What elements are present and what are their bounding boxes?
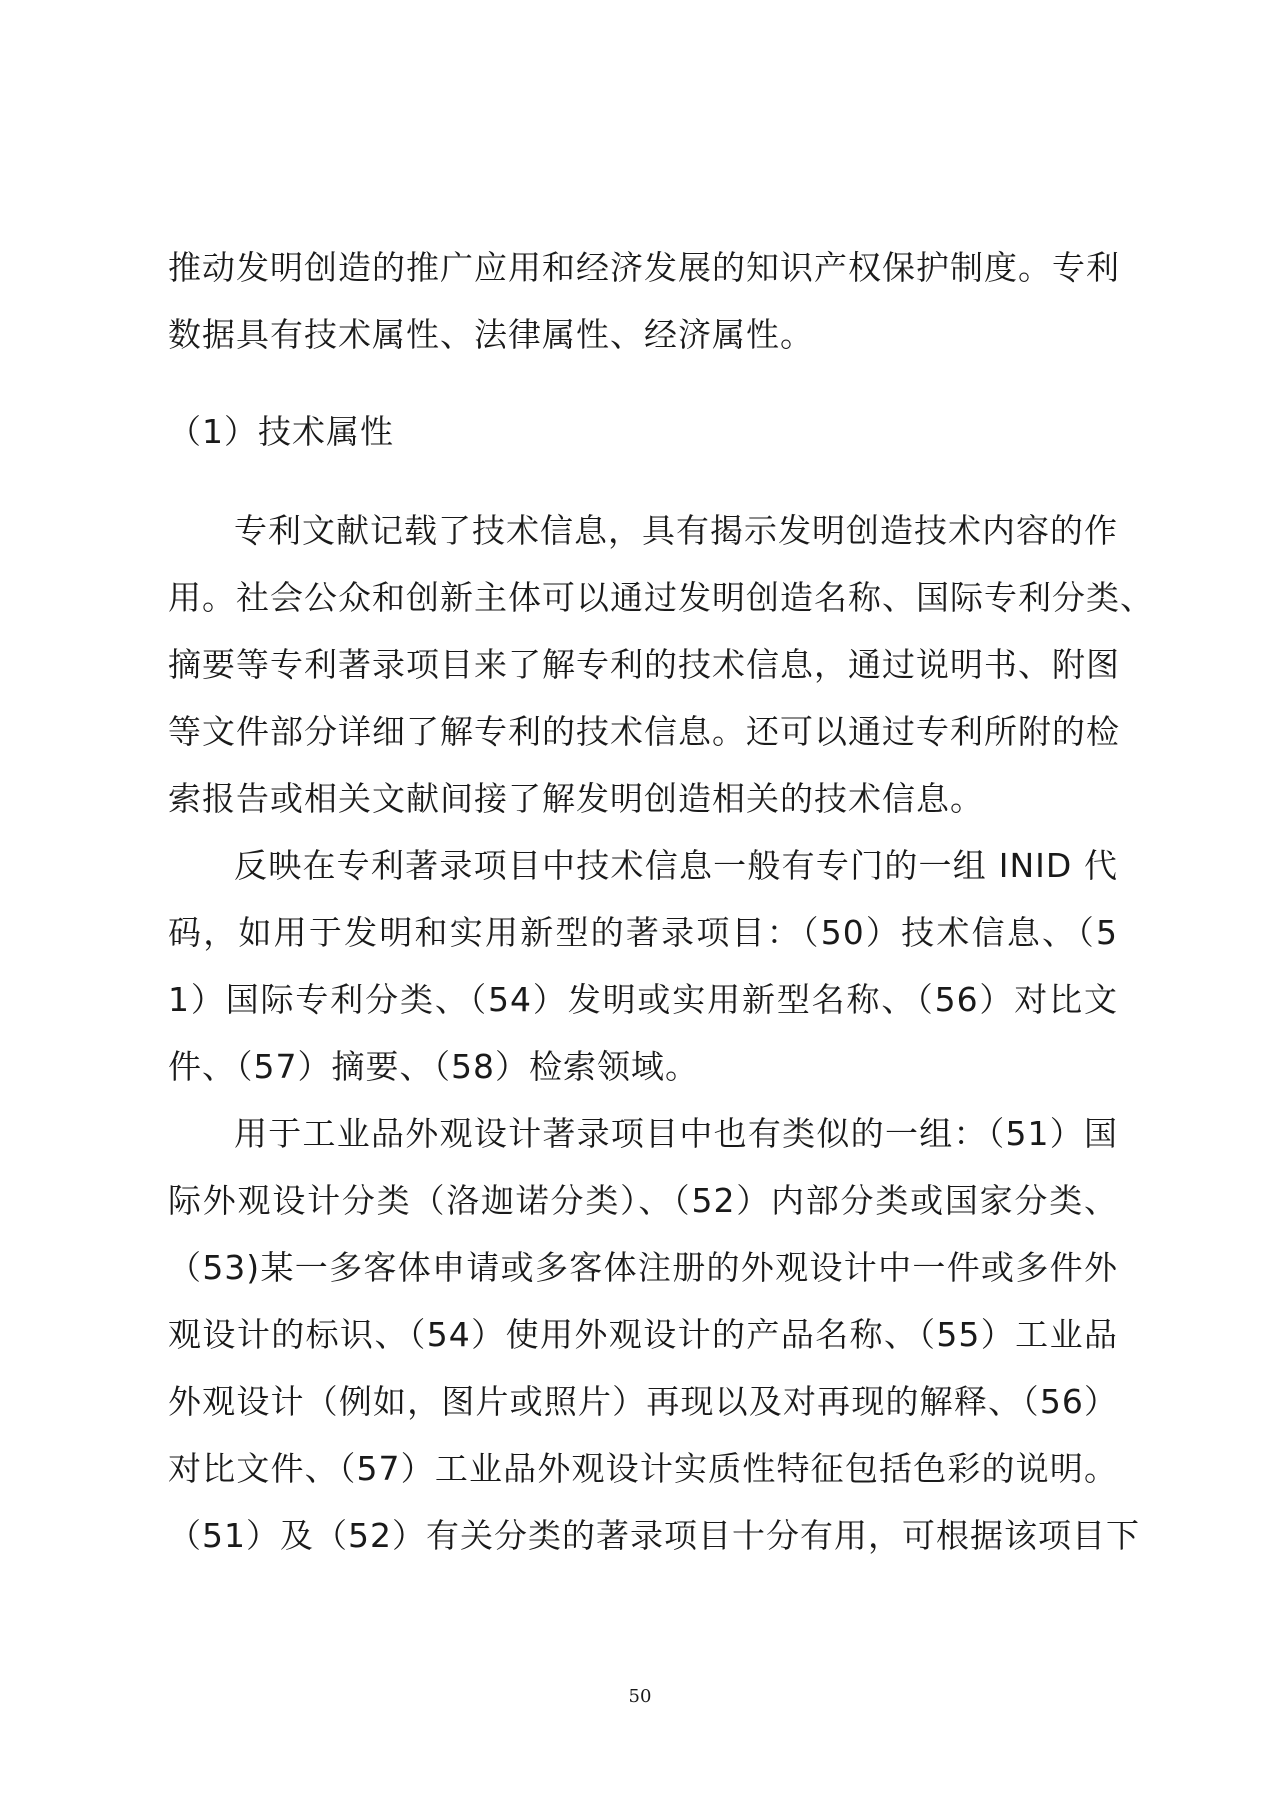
- paragraph-line: 观设计的标识、（54）使用外观设计的产品名称、（55）工业品: [168, 1315, 1118, 1354]
- paragraph-line: 码，如用于发明和实用新型的著录项目：（50）技术信息、（5: [168, 913, 1118, 952]
- page-number: 50: [628, 1686, 652, 1707]
- paragraph-line: 1）国际专利分类、（54）发明或实用新型名称、（56）对比文: [168, 980, 1118, 1019]
- paragraph-line: 索报告或相关文献间接了解发明创造相关的技术信息。: [168, 779, 984, 818]
- paragraph-line: 对比文件、（57）工业品外观设计实质性特征包括色彩的说明。: [168, 1449, 1118, 1488]
- paragraph-line: 推动发明创造的推广应用和经济发展的知识产权保护制度。专利: [168, 248, 1120, 287]
- paragraph-line: 用于工业品外观设计著录项目中也有类似的一组：（51）国: [234, 1114, 1118, 1153]
- paragraph-line: 用。社会公众和创新主体可以通过发明创造名称、国际专利分类、: [168, 578, 1154, 617]
- section-heading: （1）技术属性: [168, 412, 394, 451]
- paragraph-line: 件、（57）摘要、（58）检索领域。: [168, 1047, 699, 1086]
- paragraph-line: （53)某一多客体申请或多客体注册的外观设计中一件或多件外: [168, 1248, 1118, 1287]
- paragraph-line: 反映在专利著录项目中技术信息一般有专门的一组 INID 代: [234, 846, 1118, 885]
- paragraph-line: 外观设计（例如，图片或照片）再现以及对再现的解释、（56）: [168, 1382, 1118, 1421]
- paragraph-line: （51）及（52）有关分类的著录项目十分有用，可根据该项目下: [168, 1516, 1140, 1555]
- paragraph-line: 数据具有技术属性、法律属性、经济属性。: [168, 315, 814, 354]
- paragraph-line: 摘要等专利著录项目来了解专利的技术信息，通过说明书、附图: [168, 645, 1120, 684]
- paragraph-line: 际外观设计分类（洛迦诺分类）、（52）内部分类或国家分类、: [168, 1181, 1118, 1220]
- paragraph-line: 等文件部分详细了解专利的技术信息。还可以通过专利所附的检: [168, 712, 1120, 751]
- paragraph-line: 专利文献记载了技术信息，具有揭示发明创造技术内容的作: [234, 511, 1118, 550]
